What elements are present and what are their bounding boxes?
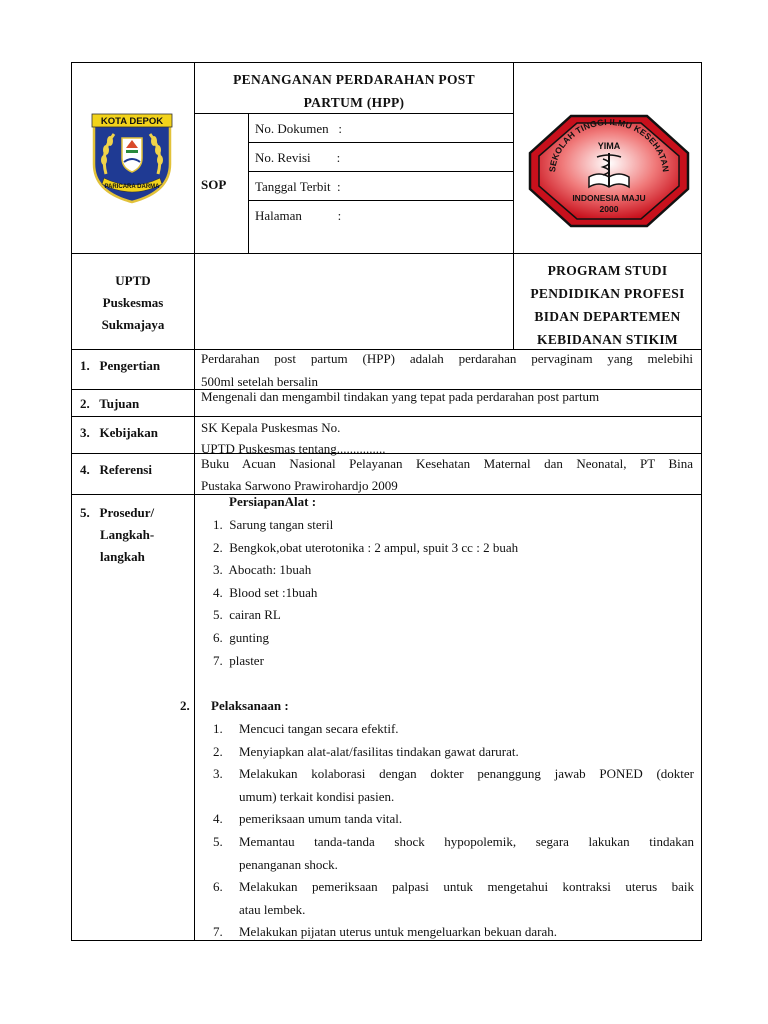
list-item: 5. cairan RL xyxy=(213,607,281,623)
label-referensi: 4. Referensi xyxy=(80,462,152,477)
logo-banner-text: KOTA DEPOK xyxy=(100,116,164,127)
list-number: 2. xyxy=(213,743,223,759)
prosedur-label-line-2: Langkah- xyxy=(100,527,155,542)
list-text: Melakukan pijatan uterus untuk mengeluarkan bekuan darah. xyxy=(239,924,558,940)
list-number: 3. xyxy=(213,766,223,782)
list-text: Mencuci tangan secara efektif. xyxy=(239,721,399,736)
stikim-logo xyxy=(527,113,691,229)
list-item xyxy=(213,921,694,944)
logo-arc-text: SEKOLAH TINGGI ILMU KESEHATAN xyxy=(547,116,671,173)
list-text: atau lembek. xyxy=(239,901,306,917)
list-number: 6. xyxy=(213,879,223,895)
referensi-line-1: Buku Acuan Nasional Pelayanan Kesehatan Maternal dan Neonatal, PT Bina xyxy=(201,456,693,471)
logo-year-text: 2000 xyxy=(599,204,619,214)
org-right-line-1: PROGRAM STUDI xyxy=(547,263,668,278)
list-text: Melakukan kolaborasi dengan dokter penanggung jawab PONED (dokter xyxy=(239,766,694,782)
pelaksanaan-title: Pelaksanaan : xyxy=(211,698,289,713)
doc-field-halaman: Halaman : xyxy=(255,208,342,223)
list-item xyxy=(213,741,694,764)
list-text: pemeriksaan umum tanda vital. xyxy=(239,811,403,827)
kota-depok-logo xyxy=(86,112,178,204)
kebijakan-line-2: UPTD Puskesmas tentang............... xyxy=(201,441,386,456)
label-prosedur xyxy=(80,502,154,568)
org-right-line-4: KEBIDANAN STIKIM xyxy=(537,332,678,347)
list-item: 6. gunting xyxy=(213,629,269,645)
document-title xyxy=(195,68,513,114)
list-text: Melakukan pemeriksaan palpasi untuk mengetahui kontraksi uterus baik xyxy=(239,879,694,895)
list-text: Memantau tanda-tanda shock hypopolemik, segara lakukan tindakan xyxy=(239,833,694,849)
logo-motto-text: PARICARA DARMA xyxy=(104,184,160,190)
org-left xyxy=(72,270,194,336)
list-text: Menyiapkan alat-alat/fasilitas tindakan gawat darurat. xyxy=(239,743,519,759)
list-item: 7. plaster xyxy=(213,652,264,668)
persiapan-title: PersiapanAlat : xyxy=(229,494,317,509)
persiapan-list xyxy=(213,514,518,672)
content-tujuan: Mengenali dan mengambil tindakan yang tepat pada perdarahan post partum xyxy=(201,389,600,404)
pengertian-line-1: Perdarahan post partum (HPP) adalah perdarahan pervaginam yang melebihi xyxy=(201,351,693,366)
prosedur-label-line-3: langkah xyxy=(100,549,145,564)
list-number: 5. xyxy=(213,833,223,849)
list-number: 1. xyxy=(213,721,223,736)
list-text: umum) terkait kondisi pasien. xyxy=(239,788,395,804)
list-item: 2. Bengkok,obat uterotonika : 2 ampul, spuit 3 cc : 2 buah xyxy=(213,539,519,555)
sop-label: SOP xyxy=(201,177,227,192)
org-right xyxy=(514,259,701,351)
org-left-line-2: Puskesmas xyxy=(102,295,164,310)
logo-center-text: YIMA xyxy=(597,141,621,151)
referensi-line-2: Pustaka Sarwono Prawirohardjo 2009 xyxy=(201,478,398,493)
pelaksanaan-list xyxy=(213,718,694,944)
org-left-line-3: Sukmajaya xyxy=(101,317,165,332)
content-pengertian xyxy=(201,347,693,393)
list-item xyxy=(213,831,694,876)
list-number: 7. xyxy=(213,924,223,940)
doc-field-tanggal: Tanggal Terbit : xyxy=(255,179,341,194)
list-item xyxy=(213,808,694,831)
org-right-line-3: BIDAN DEPARTEMEN xyxy=(534,309,681,324)
list-item xyxy=(213,876,694,921)
list-text: penanganan shock. xyxy=(239,856,338,872)
list-item: 1. Sarung tangan steril xyxy=(213,517,334,532)
label-kebijakan: 3. Kebijakan xyxy=(80,425,159,440)
list-item xyxy=(213,763,694,808)
pelaksanaan-number: 2. xyxy=(180,698,190,713)
title-line-1: PENANGANAN PERDARAHAN POST xyxy=(233,72,475,87)
list-item xyxy=(213,718,694,741)
title-line-2: PARTUM (HPP) xyxy=(303,95,405,110)
org-right-line-2: PENDIDIKAN PROFESI xyxy=(530,286,685,301)
label-tujuan: 2. Tujuan xyxy=(80,396,140,411)
logo-bottom-text: INDONESIA MAJU xyxy=(572,193,646,203)
list-item: 4. Blood set :1buah xyxy=(213,584,318,600)
content-referensi xyxy=(201,453,693,497)
label-pengertian: 1. Pengertian xyxy=(80,358,161,373)
doc-field-revisi: No. Revisi : xyxy=(255,150,341,165)
org-left-line-1: UPTD xyxy=(115,273,151,288)
doc-field-dokumen: No. Dokumen : xyxy=(255,121,343,136)
pengertian-line-2: 500ml setelah bersalin xyxy=(201,374,318,389)
kebijakan-line-1: SK Kepala Puskesmas No. xyxy=(201,420,341,435)
prosedur-label-line-1: 5. Prosedur/ xyxy=(80,505,155,520)
list-item: 3. Abocath: 1buah xyxy=(213,562,312,578)
list-number: 4. xyxy=(213,811,223,827)
